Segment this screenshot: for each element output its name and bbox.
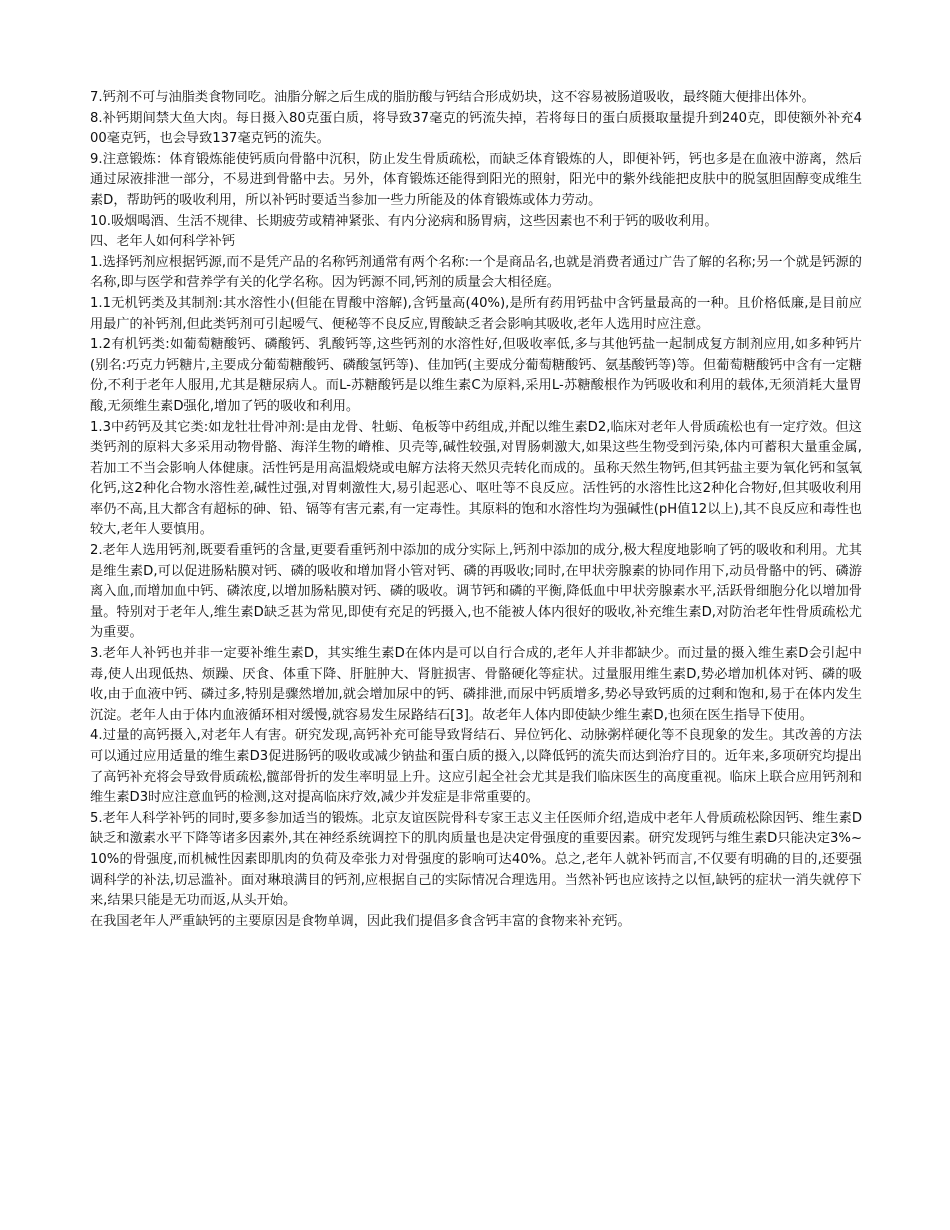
paragraph-2-additives: 2.老年人选用钙剂,既要看重钙的含量,更要看重钙剂中添加的成分实际上,钙剂中添加的成分,极大程度地影响了钙的吸收和利用。尤其是维生素D,可以促进肠粘膜对钙、磷的吸收和增加肾小管对钙、磷的再吸收;同时,在甲状旁腺素的协同作用下,动员骨骼中的钙、磷游离入血,而增加血中钙、磷浓度,以增加肠粘膜对钙、磷的吸收。调节钙和磷的平衡,降低血中甲状旁腺素水平,活跃骨细胞分化以增加骨量。特别对于老年人,维生素D缺乏甚为常见,即使有充足的钙摄入,也不能被人体内很好的吸收,补充维生素D,对防治老年性骨质疏松尤为重要。	[90, 543, 862, 641]
paragraph-1-3-herbal: 1.3中药钙及其它类:如龙牡壮骨冲剂:是由龙骨、牡蛎、龟板等中药组成,并配以维生素D2,临床对老年人骨质疏松也有一定疗效。但这类钙剂的原料大多采用动物骨骼、海洋生物的嵴椎、贝壳等,碱性较强,对胃肠刺激大,如果这些生物受到污染,体内可蓄积大量重金属,若加工不当会影响人体健康。活性钙是用高温煅烧或电解方法将天然贝壳转化而成的。虽称天然生物钙,但其钙盐主要为氧化钙和氢氧化钙,这2种化合物水溶性差,碱性过强,对胃刺激性大,易引起恶心、呕吐等不良反应。活性钙的水溶性比这2种化合物好,但其吸收利用率仍不高,且大都含有超标的砷、铅、镉等有害元素,有一定毒性。其原料的饱和水溶性均为强碱性(pH值12以上),其不良反应和毒性也较大,老年人要慎用。	[90, 419, 862, 538]
paragraph-8-protein: 8.补钙期间禁大鱼大肉。每日摄入80克蛋白质，将导致37毫克的钙流失掉，若将每日的蛋白质摄取量提升到240克，即使额外补充400毫克钙，也会导致137毫克钙的流失。	[90, 110, 862, 147]
paragraph-1-1-inorganic: 1.1无机钙类及其制剂:其水溶性小(但能在胃酸中溶解),含钙量高(40%),是所有药用钙盐中含钙量最高的一种。且价格低廉,是目前应用最广的补钙剂,但此类钙剂可引起嗳气、便秘等不良反应,胃酸缺乏者会影响其吸收,老年人选用时应注意。	[90, 295, 862, 332]
section-heading: 四、老年人如何科学补钙	[90, 234, 236, 250]
paragraph-1-choose-calcium: 1.选择钙剂应根据钙源,而不是凭产品的名称钙剂通常有两个名称:一个是商品名,也就是消费者通过广告了解的名称;另一个就是钙源的名称,即与医学和营养学有关的化学名称。因为钙源不同,钙剂的质量会大相径庭。	[90, 254, 862, 291]
document-body	[90, 88, 862, 932]
paragraph-1-2-organic: 1.2有机钙类:如葡萄糖酸钙、磷酸钙、乳酸钙等,这些钙剂的水溶性好,但吸收率低,多与其他钙盐一起制成复方制剂应用,如多种钙片(别名:巧克力钙糖片,主要成分葡萄糖酸钙、磷酸氢钙等)、佳加钙(主要成分葡萄糖酸钙、氨基酸钙等)等。但葡萄糖酸钙中含有一定糖份,不利于老年人服用,尤其是糖尿病人。而L-苏糖酸钙是以维生素C为原料,采用L-苏糖酸根作为钙吸收和利用的载体,无须消耗大量胃酸,无须维生素D强化,增加了钙的吸收和利用。	[90, 337, 862, 414]
paragraph-7-oil: 7.钙剂不可与油脂类食物同吃。油脂分解之后生成的脂肪酸与钙结合形成奶块，这不容易被肠道吸收，最终随大便排出体外。	[90, 90, 815, 105]
paragraph-conclusion: 在我国老年人严重缺钙的主要原因是食物单调，因此我们提倡多食含钙丰富的食物来补充钙。	[90, 913, 631, 929]
paragraph-10-lifestyle: 10.吸烟喝酒、生活不规律、长期疲劳或精神紧张、有内分泌病和肠胃病，这些因素也不利于钙的吸收利用。	[90, 213, 718, 229]
paragraph-4-excess-calcium: 4.过量的高钙摄入,对老年人有害。研究发现,高钙补充可能导致肾结石、异位钙化、动脉粥样硬化等不良现象的发生。其改善的方法可以通过应用适量的维生素D3促进肠钙的吸收或减少钠盐和蛋白质的摄入,以降低钙的流失而达到治疗目的。近年来,多项研究均提出了高钙补充将会导致骨质疏松,髋部骨折的发生率明显上升。这应引起全社会尤其是我们临床医生的高度重视。临床上联合应用钙剂和维生素D3时应注意血钙的检测,这对提高临床疗效,减少并发症是非常重要的。	[90, 728, 862, 806]
paragraph-9-exercise: 9.注意锻炼：体育锻炼能使钙质向骨骼中沉积，防止发生骨质疏松，而缺乏体育锻炼的人，即便补钙，钙也多是在血液中游离，然后通过尿液排泄一部分，不易进到骨骼中去。另外，体育锻炼还能得到阳光的照射，阳光中的紫外线能把皮肤中的脱氢胆固醇变成维生素D，帮助钙的吸收利用，所以补钙时要适当参加一些力所能及的体育锻炼或体力劳动。	[90, 151, 862, 208]
paragraph-5-exercise: 5.老年人科学补钙的同时,要多参加适当的锻炼。北京友谊医院骨科专家王志义主任医师介绍,造成中老年人骨质疏松除因钙、维生素D缺乏和激素水平下降等诸多因素外,其在神经系统调控下的肌肉质量也是决定骨强度的重要因素。研究发现钙与维生素D只能决定3%~10%的骨强度,而机械性因素即肌肉的负荷及牵张力对骨强度的影响可达40%。总之,老年人就补钙而言,不仅要有明确的目的,还要强调科学的补法,切忌滥补。面对琳琅满目的钙剂,应根据自己的实际情况合理选用。当然补钙也应该持之以恒,缺钙的症状一消失就停下来,结果只能是无功而返,从头开始。	[90, 810, 862, 909]
paragraph-3-vitamin-d: 3.老年人补钙也并非一定要补维生素D，其实维生素D在体内是可以自行合成的,老年人并非都缺少。而过量的摄入维生素D会引起中毒,使人出现低热、烦躁、厌食、体重下降、肝脏肿大、肾脏损害、骨骼硬化等症状。过量服用维生素D,势必增加机体对钙、磷的吸收,由于血液中钙、磷过多,特别是骤然增加,就会增加尿中的钙、磷排泄,而尿中钙质增多,势必导致钙质的过剩和饱和,易于在体内发生沉淀。老年人由于体内血液循环相对缓慢,就容易发生尿路结石[3]。故老年人体内即使缺少维生素D,也须在医生指导下使用。	[90, 646, 862, 723]
